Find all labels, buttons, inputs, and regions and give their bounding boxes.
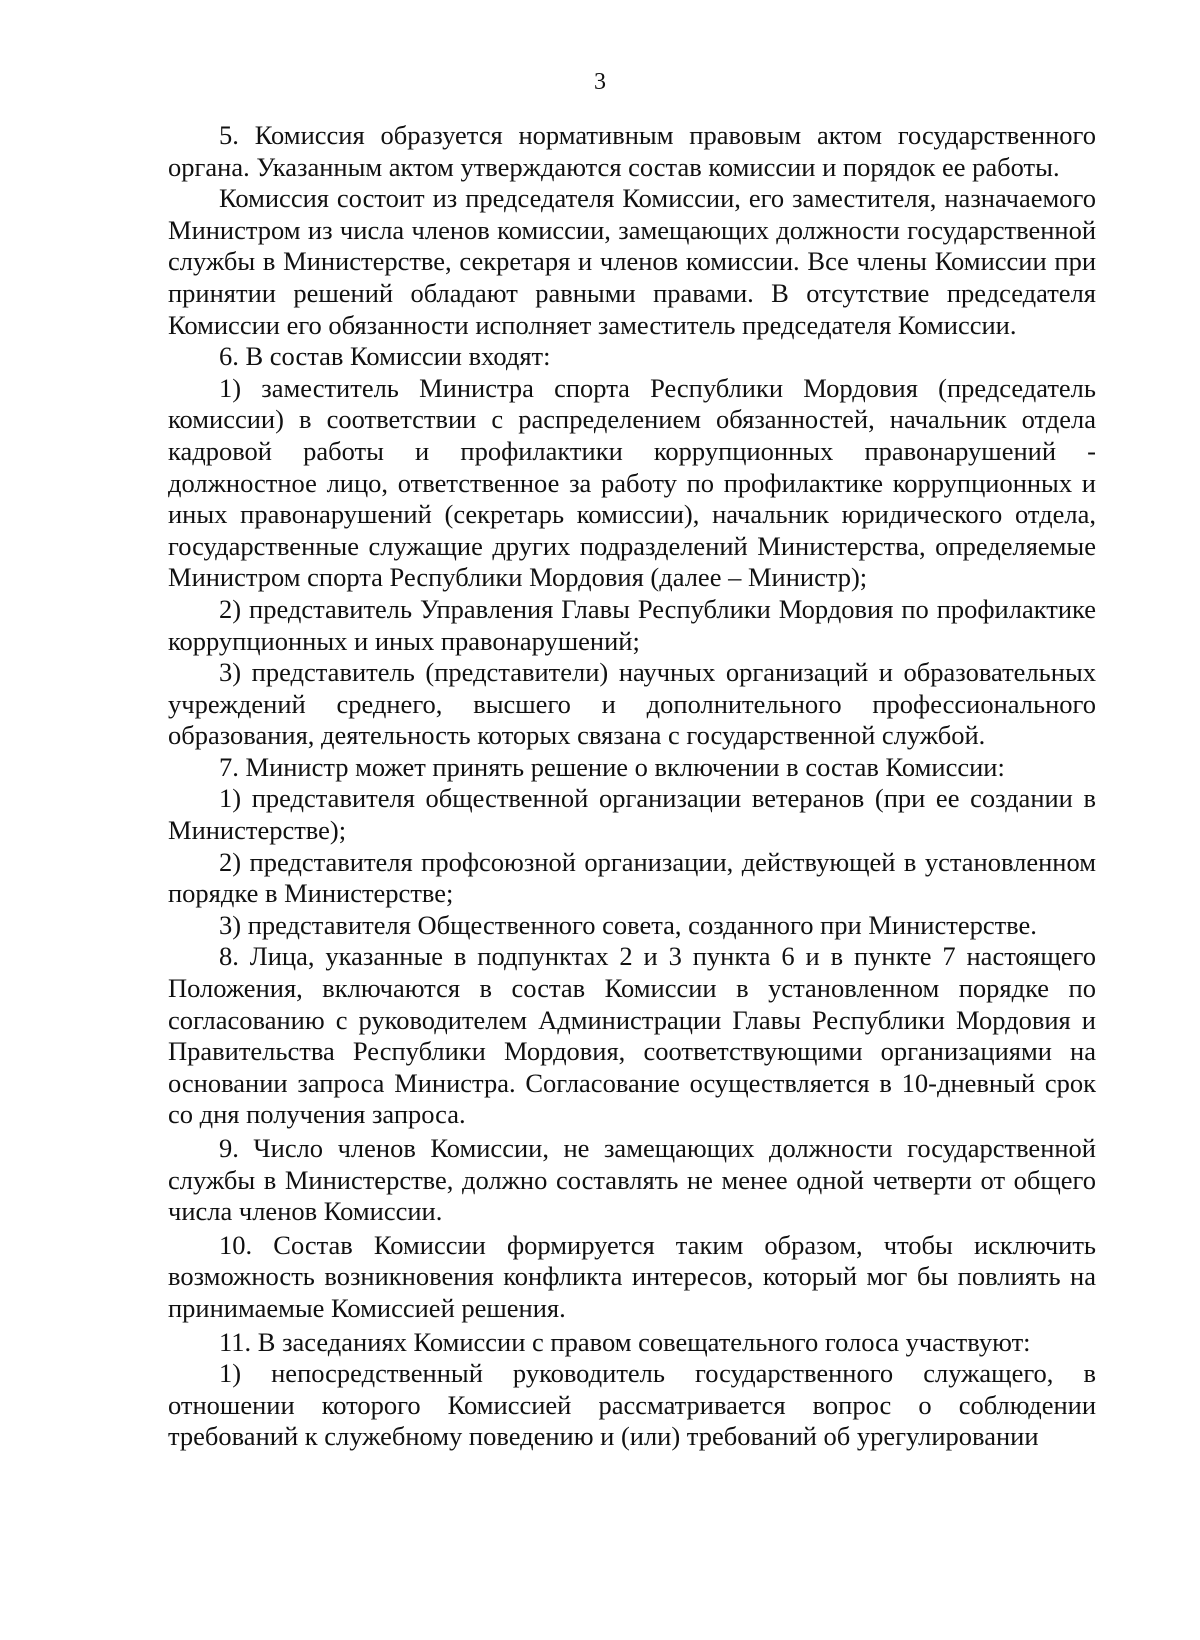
- paragraph-7-item-3: 3) представителя Общественного совета, созданного при Министерстве.: [219, 909, 1037, 940]
- paragraph-6-item-2: 2) представитель Управления Главы Республики Мордовия по профилактике коррупционных и иных правонарушений;: [168, 593, 1096, 656]
- paragraph-9: 9. Число членов Комиссии, не замещающих должности государственной службы в Министерстве, должно составлять не менее одной четверти от общего числа членов Комиссии.: [168, 1133, 1096, 1227]
- paragraph-7-item-2: 2) представителя профсоюзной организации, действующей в установленном порядке в Министерстве;: [168, 846, 1096, 909]
- paragraph-6-item-3: 3) представитель (представители) научных организаций и образовательных учреждений среднего, высшего и дополнительного профессионального образования, деятельность которых связана с государственной службой.: [168, 657, 1096, 751]
- paragraph-10: 10. Состав Комиссии формируется таким образом, чтобы исключить возможность возникновения конфликта интересов, который мог бы повлиять на принимаемые Комиссией решения.: [168, 1229, 1096, 1323]
- paragraph-6-item-1: 1) заместитель Министра спорта Республики Мордовия (председатель комиссии) в соответствии с распределением обязанностей, начальник отдела кадровой работы и профилактики коррупционных правонарушений - должностное лицо, ответственное за работу по профилактике коррупционных и иных правонарушений (секретарь комиссии), начальник юридического отдела, государственные служащие других подразделений Министерства, определяемые Министром спорта Республики Мордовия (далее – Министр);: [168, 372, 1096, 593]
- paragraph-7-item-1: 1) представителя общественной организации ветеранов (при ее создании в Министерстве);: [168, 783, 1096, 846]
- page-number: 3: [594, 69, 606, 95]
- paragraph-8: 8. Лица, указанные в подпунктах 2 и 3 пункта 6 и в пункте 7 настоящего Положения, включаются в состав Комиссии в установленном порядке по согласованию с руководителем Администрации Главы Республики Мордовия и Правительства Республики Мордовия, соответствующими организациями на основании запроса Министра. Согласование осуществляется в 10-дневный срок со дня получения запроса.: [168, 941, 1096, 1130]
- paragraph-5-composition: Комиссия состоит из председателя Комиссии, его заместителя, назначаемого Министром из числа членов комиссии, замещающих должности государственной службы в Министерстве, секретаря и членов комиссии. Все члены Комиссии при принятии решений обладают равными правами. В отсутствие председателя Комиссии его обязанности исполняет заместитель председателя Комиссии.: [168, 183, 1096, 340]
- paragraph-7: 7. Министр может принять решение о включении в состав Комиссии:: [219, 751, 1005, 782]
- document-body: [168, 120, 1096, 1453]
- paragraph-5: 5. Комиссия образуется нормативным правовым актом государственного органа. Указанным актом утверждаются состав комиссии и порядок ее работы.: [168, 120, 1096, 182]
- paragraph-11-item-1: 1) непосредственный руководитель государственного служащего, в отношении которого Комиссией рассматривается вопрос о соблюдении требований к служебному поведению и (или) требований об урегулировании: [168, 1358, 1096, 1452]
- paragraph-11: 11. В заседаниях Комиссии с правом совещательного голоса участвуют:: [219, 1326, 1031, 1357]
- paragraph-6: 6. В состав Комиссии входят:: [219, 341, 551, 372]
